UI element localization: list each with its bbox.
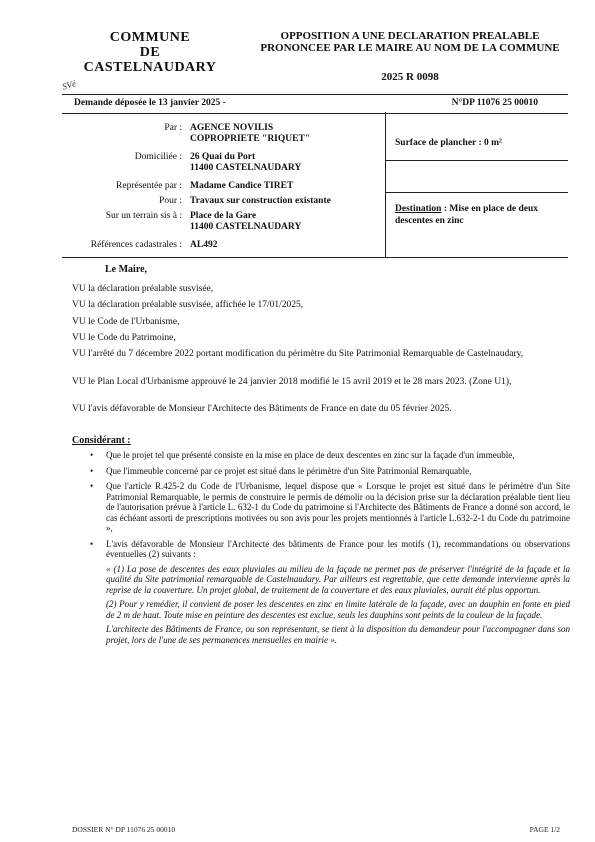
considerant-title: Considérant : — [72, 435, 131, 446]
demande-date: Demande déposée le 13 janvier 2025 - — [74, 98, 226, 108]
field-value — [190, 152, 385, 174]
vu-line: VU l'arrêté du 7 décembre 2022 portant modification du périmètre du Site Patrimonial Remarquable de Castelnaudary, — [72, 349, 524, 359]
considerant-list — [90, 450, 570, 650]
right-box-rule — [385, 192, 568, 193]
field-value-line: Travaux sur construction existante — [190, 196, 331, 206]
considerant-item — [90, 466, 570, 477]
destination-label: Destination — [395, 204, 442, 214]
field-value — [190, 240, 385, 251]
field-label: Représentée par : — [116, 181, 182, 191]
commune-line: DE — [139, 45, 161, 60]
field-value-line: 26 Quai du Port — [190, 152, 256, 162]
considerant-text: Que le projet tel que présenté consiste en la mise en place de deux descentes en zinc sur la façade d'un immeuble, — [106, 450, 515, 460]
field-value-line: COPROPRIETE "RIQUET" — [190, 134, 311, 144]
field-label: Références cadastrales : — [90, 240, 182, 250]
field-block-bottom-rule — [62, 257, 568, 258]
considerant-text: L'avis défavorable de Monsieur l'Architecte des bâtiments de France pour les motifs (1), recommandations ou observations éventuelles (2) suivants : — [106, 538, 570, 559]
abf-quote: « (1) La pose de descentes des eaux pluviales au milieu de la façade ne permet pas de préserver l'intégrité de la façade et la qualité du Site patrimonial remarquable de Castelnaudary. Par ailleurs est regrettable, que cette demande intervienne après la reprise de la couverture. Un projet global, de traitement de la couverture et des eaux pluviales, aurait été plus opportun. — [106, 563, 570, 595]
considerant-item — [90, 450, 570, 461]
considerant-item — [90, 481, 570, 534]
vu-line: VU la déclaration préalable susvisée, — [72, 284, 214, 294]
considerant-text: Que l'immeuble concerné par ce projet est situé dans le périmètre d'un Site Patrimonial Remarquable, — [106, 465, 472, 476]
footer-dossier: DOSSIER N° DP 11076 25 00010 — [72, 825, 176, 834]
commune-heading — [70, 30, 230, 75]
vu-line: VU la déclaration préalable susvisée, affichée le 17/01/2025, — [72, 300, 304, 310]
considerant-item — [90, 539, 570, 646]
bullet-dot-icon: • — [90, 481, 94, 491]
field-value — [190, 181, 385, 192]
bullet-dot-icon: • — [90, 538, 94, 549]
reference-number: 2025 R 0098 — [381, 71, 439, 83]
field-value-line: Place de la Gare — [190, 211, 257, 221]
field-label: Domiciliée : — [134, 152, 182, 162]
commune-line: COMMUNE — [109, 30, 191, 45]
title-line: OPPOSITION A UNE DECLARATION PREALABLE — [280, 30, 540, 42]
handwritten-mark: SVé — [60, 78, 78, 92]
field-value-line: Madame Candice TIRET — [190, 181, 294, 191]
destination — [395, 203, 570, 227]
field-value-line: AGENCE NOVILIS — [190, 123, 274, 133]
bullet-dot-icon: • — [90, 450, 94, 460]
bullet-dot-icon: • — [90, 465, 94, 476]
field-value — [190, 211, 385, 233]
le-maire: Le Maire, — [105, 264, 148, 275]
abf-quote: L'architecte des Bâtiments de France, ou son représentant, se tient à la disposition du demandeur pour l'accompagner dans son projet, lors de l'une de ses permanences mensuelles en mairie ». — [106, 624, 570, 645]
vu-line: VU le Plan Local d'Urbanisme approuvé le 24 janvier 2018 modifié le 15 avril 2019 et le 28 mars 2023. (Zone U1), — [72, 377, 512, 387]
column-divider — [385, 112, 386, 257]
right-box-rule — [385, 160, 568, 161]
surface-plancher: Surface de plancher : 0 m² — [395, 138, 502, 148]
field-label: Par : — [164, 123, 182, 133]
field-label: Pour : — [159, 196, 182, 206]
document-title — [245, 30, 575, 54]
field-label: Sur un terrain sis à : — [105, 211, 182, 221]
field-value-line: 11400 CASTELNAUDARY — [190, 222, 302, 232]
commune-line: CASTELNAUDARY — [83, 60, 217, 75]
abf-quote: (2) Pour y remédier, il convient de poser les descentes en zinc en limite latérale de la façade, avec un dauphin en fonte en pied de 2 m de haut. Toute mise en peinture des descentes est exclue, seuls les dauphins sont peints de la couleur de la façade. — [106, 599, 570, 620]
vu-line: VU l'avis défavorable de Monsieur l'Architecte des Bâtiments de France en date du 05 février 2025. — [72, 404, 452, 414]
dossier-number: N°DP 11076 25 00010 — [451, 98, 538, 108]
demande-bar — [62, 94, 568, 114]
title-line: PRONONCEE PAR LE MAIRE AU NOM DE LA COMMUNE — [260, 42, 560, 54]
field-value-line: 11400 CASTELNAUDARY — [190, 163, 302, 173]
footer-page: PAGE 1/2 — [529, 825, 560, 834]
destination-value: : Mise en place de deux descentes en zinc — [395, 204, 539, 226]
considerant-text: Que l'article R.425-2 du Code de l'Urbanisme, lequel dispose que « Lorsque le projet est situé dans le périmètre d'un Site Patrimonial Remarquable, le permis de construire le permis de démolir ou la décision prise sur la déclaration préalable tient lieu de l'autorisation prévue à l'article L. 632-1 du Code du patrimoine si l'Architecte des Bâtiments de France a donné son accord, le cas échéant assorti de prescriptions motivées ou son avis pour les projets mentionnés à l'article L.632-2-1 du Code du patrimoine », — [106, 481, 571, 533]
field-value — [190, 123, 385, 145]
vu-line: VU le Code de l'Urbanisme, — [72, 317, 180, 327]
field-value — [190, 196, 385, 207]
field-value-line: AL492 — [190, 240, 218, 250]
vu-line: VU le Code du Patrimoine, — [72, 333, 176, 343]
